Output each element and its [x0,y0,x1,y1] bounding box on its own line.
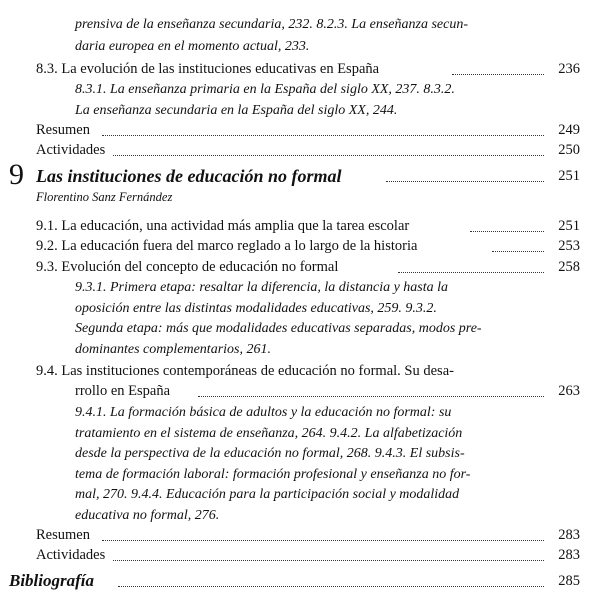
toc-subentry-text: prensiva de la enseñanza secundaria, 232. 8.2.3. La enseñanza secun- [75,17,468,32]
toc-subentry-text: desde la perspectiva de la educación no formal, 268. 9.4.3. El subsis- [75,446,465,461]
dot-leader [386,181,544,182]
dot-leader [102,135,544,136]
toc-subentry-text: educativa no formal, 276. [75,508,220,523]
toc-entry-9-2[interactable]: 9.2. La educación fuera del marco reglado a lo largo de la historia [36,238,418,254]
dot-leader [470,231,544,232]
toc-entry-9-3[interactable]: 9.3. Evolución del concepto de educación no formal [36,259,339,275]
dot-leader [102,540,544,541]
page-number: 283 [558,547,580,563]
dot-leader [113,560,544,561]
toc-subentry-text: tratamiento en el sistema de enseñanza, 264. 9.4.2. La alfabetización [75,426,463,441]
page-number: 251 [558,168,580,184]
dot-leader [113,155,544,156]
page-number: 249 [558,122,580,138]
toc-entry-actividades[interactable]: Actividades [36,547,106,563]
toc-subentry-text: 9.3.1. Primera etapa: resaltar la diferencia, la distancia y hasta la [75,280,449,295]
toc-entry-9-4[interactable]: 9.4. Las instituciones contemporáneas de educación no formal. Su desa- [36,363,454,379]
page-number: 263 [558,383,580,399]
toc-subentry-text: dominantes complementarios, 261. [75,342,271,357]
dot-leader [492,251,544,252]
toc-subentry-text: 9.4.1. La formación básica de adultos y la educación no formal: su [75,405,452,420]
toc-entry-resumen[interactable]: Resumen [36,527,90,543]
toc-subentry-text: Segunda etapa: más que modalidades educativas separadas, modos pre- [75,321,482,336]
toc-subentry-text: La enseñanza secundaria en la España del siglo XX, 244. [75,103,398,118]
dot-leader [398,272,544,273]
page-number: 250 [558,142,580,158]
toc-entry-bibliografia[interactable]: Bibliografía [9,571,95,590]
chapter-title[interactable]: Las instituciones de educación no formal [36,166,342,186]
chapter-author: Florentino Sanz Fernández [36,190,173,204]
page-number: 236 [558,61,580,77]
toc-entry-9-4-cont[interactable]: rrollo en España [75,383,171,399]
page-number: 253 [558,238,580,254]
toc-subentry-text: daria europea en el momento actual, 233. [75,39,310,54]
dot-leader [198,396,544,397]
page-number: 283 [558,527,580,543]
dot-leader [118,586,544,587]
page-number: 285 [558,573,580,589]
dot-leader [452,74,544,75]
toc-subentry-text: oposición entre las distintas modalidades educativas, 259. 9.3.2. [75,301,437,316]
page-number: 258 [558,259,580,275]
page-number: 251 [558,218,580,234]
chapter-number: 9 [9,158,24,191]
toc-subentry-text: tema de formación laboral: formación profesional y enseñanza no for- [75,467,471,482]
toc-subentry-text: 8.3.1. La enseñanza primaria en la España del siglo XX, 237. 8.3.2. [75,82,455,97]
toc-entry-8-3[interactable]: 8.3. La evolución de las instituciones educativas en España [36,61,380,77]
toc-entry-resumen[interactable]: Resumen [36,122,90,138]
toc-entry-actividades[interactable]: Actividades [36,142,106,158]
toc-subentry-text: mal, 270. 9.4.4. Educación para la participación social y modalidad [75,487,460,502]
toc-entry-9-1[interactable]: 9.1. La educación, una actividad más amplia que la tarea escolar [36,218,410,234]
